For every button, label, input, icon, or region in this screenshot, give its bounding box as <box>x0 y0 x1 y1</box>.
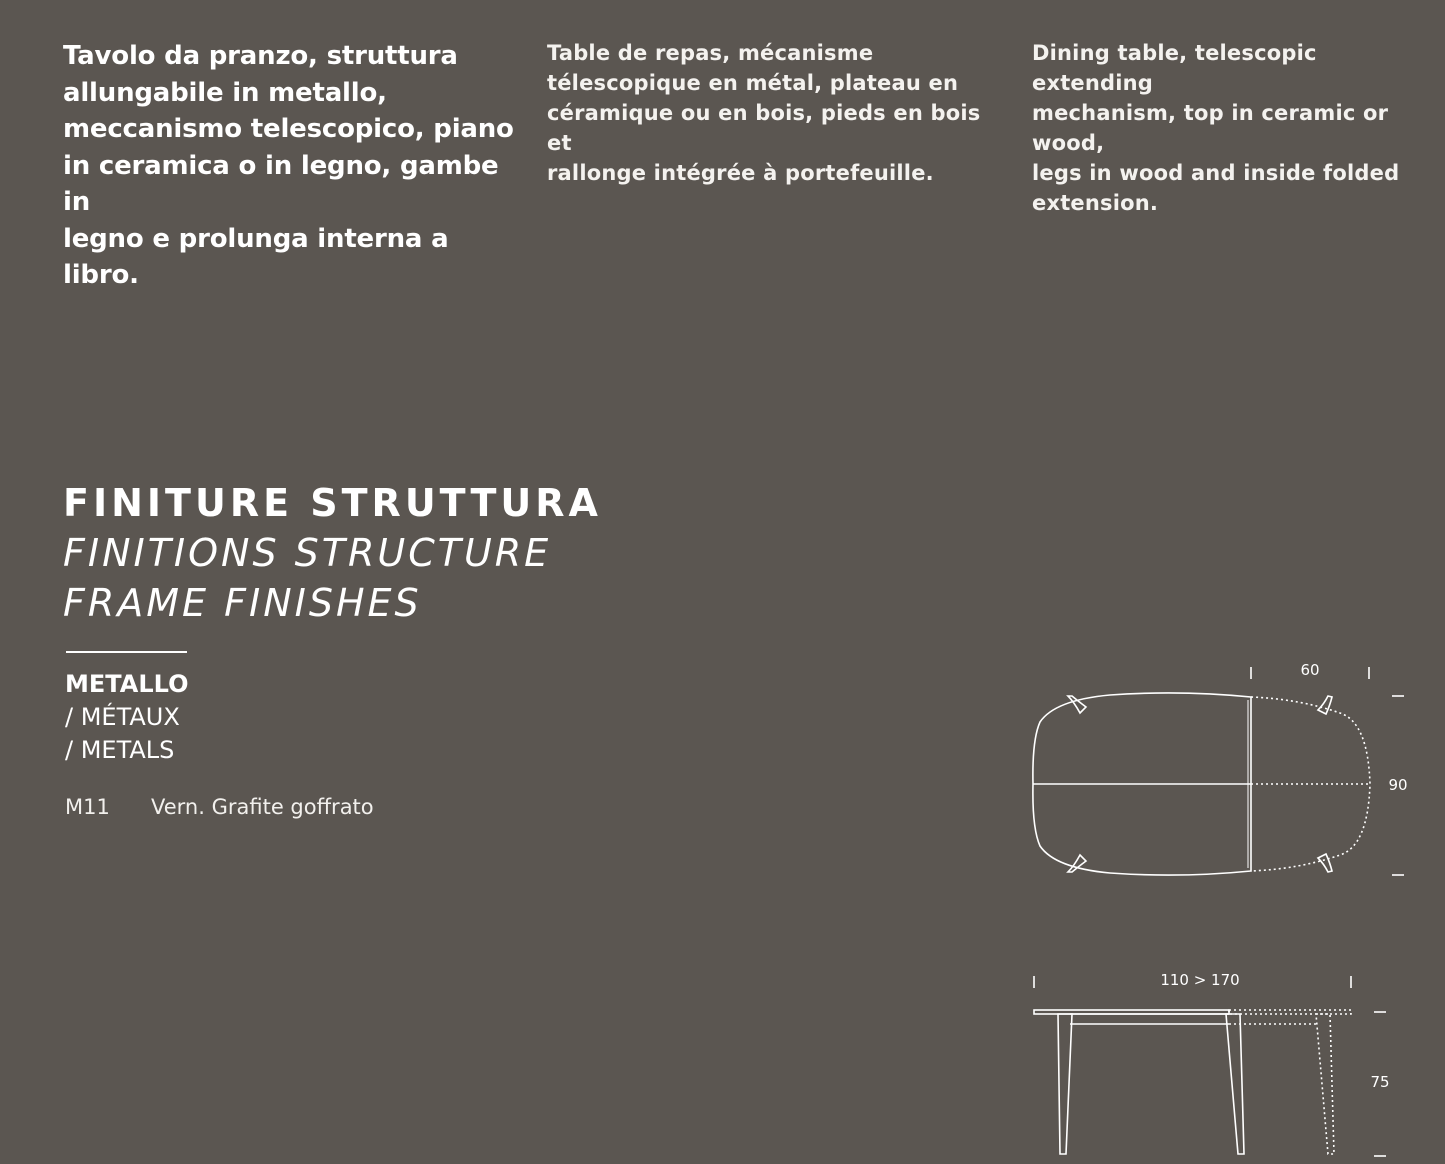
dim-length: 110 > 170 <box>1160 971 1240 989</box>
top-view-leg-bottom-right <box>1318 854 1332 872</box>
dim-extension-width: 60 <box>1300 661 1320 679</box>
description-italian: Tavolo da pranzo, struttura allungabile in metallo, meccanismo telescopico, piano in ceramica o in legno, gambe in legno e prolunga interna a libro. <box>63 41 514 290</box>
material-italian: METALLO <box>65 670 189 698</box>
description-english: Dining table, telescopic extending mechanism, top in ceramic or wood, legs in wood and inside folded extension. <box>1032 41 1400 215</box>
table-side-view <box>1034 976 1386 1156</box>
side-view-leg-right <box>1226 1014 1244 1154</box>
material-english: / METALS <box>65 736 175 764</box>
finish-code: M11 <box>65 795 110 819</box>
table-top-view <box>1033 667 1404 875</box>
dim-height: 75 <box>1370 1073 1390 1091</box>
finishes-heading-english: FRAME FINISHES <box>63 581 422 625</box>
top-view-leg-top-right <box>1318 696 1332 714</box>
material-french: / MÉTAUX <box>65 703 180 731</box>
description-french: Table de repas, mécanisme télescopique en métal, plateau en céramique ou en bois, pieds en bois et rallonge intégrée à portefeuille. <box>547 41 981 185</box>
dim-depth: 90 <box>1388 776 1408 794</box>
side-view-leg-extension <box>1316 1014 1334 1154</box>
finishes-heading-italian: FINITURE STRUTTURA <box>63 481 602 525</box>
side-view-tabletop-extension <box>1229 1010 1351 1014</box>
finish-name: Vern. Grafite goffrato <box>151 795 374 819</box>
side-view-leg-left <box>1058 1014 1072 1154</box>
finishes-heading-french: FINITIONS STRUCTURE <box>63 531 552 575</box>
